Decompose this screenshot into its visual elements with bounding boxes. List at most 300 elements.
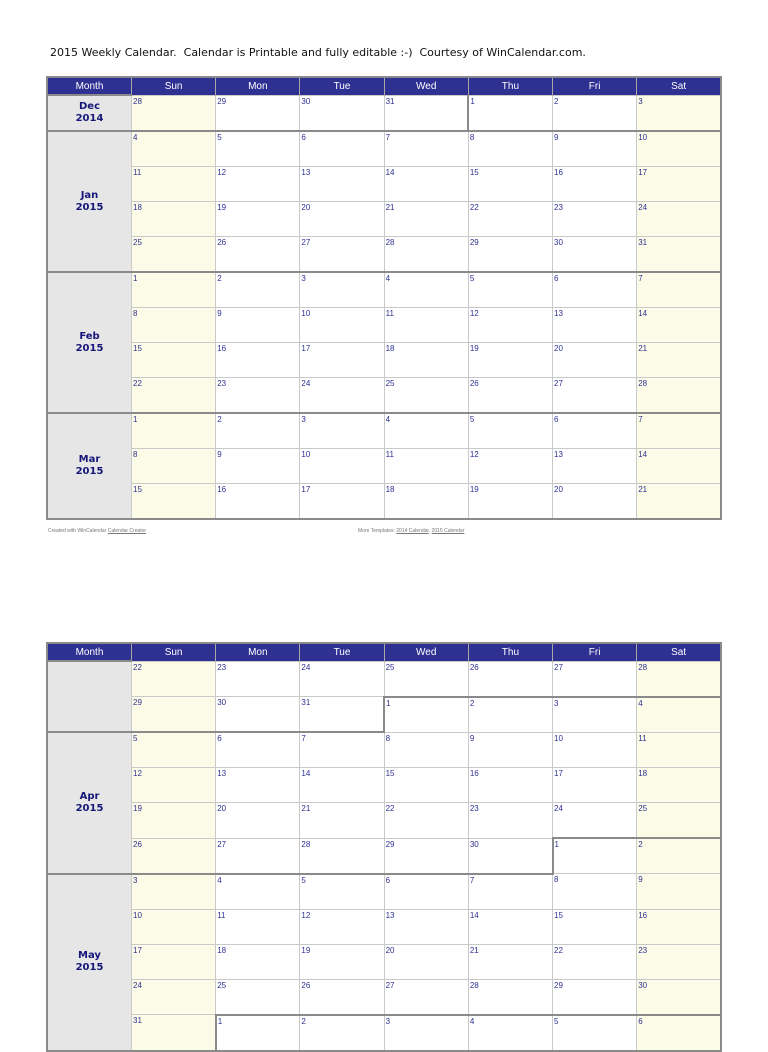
day-number: 11	[385, 450, 394, 459]
day-number: 11	[133, 168, 142, 177]
day-cell-thu[interactable]	[468, 378, 552, 414]
day-cell-sun[interactable]	[132, 732, 216, 768]
day-number: 7	[469, 875, 475, 885]
day-number: 25	[217, 980, 227, 990]
day-cell-tue[interactable]	[300, 167, 384, 202]
day-number: 25	[385, 662, 395, 672]
day-cell-sun[interactable]	[132, 838, 216, 874]
day-cell-sun[interactable]	[132, 909, 216, 944]
calendar-2015-link[interactable]: 2015 Calendar	[431, 528, 465, 534]
day-cell-thu[interactable]	[468, 131, 552, 167]
day-number: 6	[554, 415, 559, 424]
day-cell-thu[interactable]	[468, 838, 552, 874]
day-cell-thu[interactable]	[468, 202, 552, 237]
day-cell-fri[interactable]	[553, 343, 637, 378]
day-number: 15	[133, 344, 142, 353]
day-cell-tue[interactable]	[300, 1015, 384, 1051]
day-cell-mon[interactable]	[216, 874, 300, 910]
day-number: 4	[469, 1016, 475, 1026]
day-cell-thu[interactable]	[468, 1015, 552, 1051]
day-number: 16	[217, 344, 227, 353]
day-number: 10	[133, 910, 142, 920]
day-number: 9	[469, 733, 475, 743]
day-number: 2	[301, 1016, 306, 1026]
day-number: 15	[385, 769, 395, 778]
day-cell-sun[interactable]	[132, 167, 216, 202]
day-cell-sun[interactable]	[132, 449, 216, 484]
header-mon: Mon	[216, 77, 300, 95]
day-number: 18	[217, 945, 227, 955]
month-name: Feb	[79, 330, 100, 342]
day-number: 13	[217, 769, 227, 778]
day-number: 5	[133, 734, 138, 743]
day-number: 1	[133, 274, 138, 283]
day-cell-tue[interactable]	[300, 237, 384, 273]
day-number: 5	[554, 1016, 559, 1026]
day-cell-sat[interactable]	[637, 909, 721, 944]
day-cell-sat[interactable]	[637, 874, 721, 910]
day-cell-sat[interactable]	[637, 979, 721, 1015]
day-cell-tue[interactable]	[300, 909, 384, 944]
day-number: 2	[217, 415, 222, 424]
header-wed: Wed	[384, 77, 468, 95]
day-number: 17	[638, 168, 648, 177]
day-cell-wed[interactable]	[384, 449, 468, 484]
day-cell-wed[interactable]	[384, 838, 468, 874]
day-cell-fri[interactable]	[553, 803, 637, 839]
day-cell-sat[interactable]	[637, 661, 721, 697]
day-cell-wed[interactable]	[384, 202, 468, 237]
day-number: 2	[217, 274, 222, 283]
day-number: 12	[469, 450, 479, 459]
day-cell-sun[interactable]	[132, 697, 216, 733]
day-number: 7	[638, 415, 643, 424]
day-cell-sat[interactable]	[637, 167, 721, 202]
day-cell-fri[interactable]	[553, 413, 637, 449]
day-number: 17	[133, 945, 142, 955]
day-cell-wed[interactable]	[384, 768, 468, 803]
calendar-table-jan-mar	[46, 76, 722, 520]
day-cell-thu[interactable]	[468, 944, 552, 979]
day-cell-fri[interactable]	[553, 484, 637, 520]
day-cell-sat[interactable]	[637, 768, 721, 803]
day-cell-thu[interactable]	[468, 308, 552, 343]
day-cell-sat[interactable]	[637, 944, 721, 979]
day-cell-mon[interactable]	[216, 909, 300, 944]
week-row	[47, 308, 721, 343]
day-cell-mon[interactable]	[216, 732, 300, 768]
day-cell-wed[interactable]	[384, 413, 468, 449]
day-number: 19	[301, 945, 311, 955]
day-number: 28	[638, 662, 648, 672]
day-number: 6	[385, 875, 391, 885]
header-month: Month	[47, 77, 132, 95]
day-cell-wed[interactable]	[384, 131, 468, 167]
day-cell-sat[interactable]	[637, 413, 721, 449]
day-number: 28	[133, 96, 142, 106]
day-cell-mon[interactable]	[216, 1015, 300, 1051]
day-number: 10	[301, 450, 311, 459]
day-cell-fri[interactable]	[553, 378, 637, 414]
day-number: 27	[385, 980, 395, 990]
day-cell-wed[interactable]	[384, 803, 468, 839]
day-cell-sun[interactable]	[132, 378, 216, 414]
day-cell-mon[interactable]	[216, 343, 300, 378]
day-number: 20	[554, 485, 563, 494]
day-number: 27	[301, 238, 311, 247]
week-row	[47, 343, 721, 378]
month-year: 2015	[75, 342, 104, 354]
day-number: 12	[301, 910, 311, 920]
week-row	[47, 413, 721, 449]
day-number: 20	[217, 804, 227, 813]
day-cell-wed[interactable]	[384, 343, 468, 378]
day-number: 14	[638, 309, 648, 318]
day-cell-wed[interactable]	[384, 1015, 468, 1051]
day-number: 26	[469, 379, 479, 388]
day-number: 28	[385, 238, 395, 247]
day-number: 6	[217, 734, 222, 743]
day-cell-wed[interactable]	[384, 944, 468, 979]
day-cell-tue[interactable]	[300, 484, 384, 520]
day-cell-fri[interactable]	[553, 1015, 637, 1051]
day-number: 14	[469, 910, 479, 920]
day-number: 23	[554, 203, 563, 212]
day-cell-tue[interactable]	[300, 803, 384, 839]
day-number: 23	[469, 804, 479, 813]
day-cell-sun[interactable]	[132, 803, 216, 839]
day-cell-fri[interactable]	[553, 732, 637, 768]
day-number: 21	[469, 945, 479, 955]
header-sun: Sun	[132, 643, 216, 661]
day-cell-sat[interactable]	[637, 95, 721, 131]
day-cell-mon[interactable]	[216, 838, 300, 874]
day-cell-mon[interactable]	[216, 768, 300, 803]
day-number: 23	[217, 379, 227, 388]
day-cell-fri[interactable]	[553, 308, 637, 343]
day-cell-sat[interactable]	[637, 697, 721, 733]
day-cell-sun[interactable]	[132, 661, 216, 697]
day-cell-thu[interactable]	[468, 874, 552, 910]
month-year: 2014	[75, 113, 104, 124]
day-number: 12	[469, 309, 479, 318]
week-row	[47, 838, 721, 874]
month-name: Mar	[78, 454, 101, 465]
footer-more-templates	[358, 528, 464, 534]
day-cell-tue[interactable]	[300, 378, 384, 414]
day-number: 1	[554, 840, 559, 849]
day-cell-fri[interactable]	[553, 449, 637, 484]
day-cell-tue[interactable]	[300, 661, 384, 697]
day-cell-wed[interactable]	[384, 237, 468, 273]
day-cell-sun[interactable]	[132, 768, 216, 803]
footer-left-text: Created with WinCalendar	[48, 528, 108, 534]
day-cell-thu[interactable]	[468, 272, 552, 308]
day-cell-sun[interactable]	[132, 413, 216, 449]
day-number: 3	[385, 1016, 391, 1026]
month-name: Jan	[80, 189, 99, 201]
day-number: 5	[469, 274, 475, 283]
day-cell-sat[interactable]	[637, 272, 721, 308]
day-cell-fri[interactable]	[553, 95, 637, 131]
day-cell-mon[interactable]	[216, 202, 300, 237]
header-fri: Fri	[553, 643, 637, 661]
day-cell-wed[interactable]	[384, 95, 468, 131]
day-cell-wed[interactable]	[384, 661, 468, 697]
day-cell-fri[interactable]	[553, 909, 637, 944]
day-cell-tue[interactable]	[300, 343, 384, 378]
day-number: 31	[301, 698, 311, 707]
day-cell-sun[interactable]	[132, 944, 216, 979]
day-cell-fri[interactable]	[553, 697, 637, 733]
day-number: 24	[638, 203, 648, 212]
day-number: 13	[554, 309, 563, 318]
day-cell-thu[interactable]	[468, 697, 552, 733]
day-number: 17	[301, 485, 311, 494]
day-number: 3	[638, 96, 643, 106]
day-cell-mon[interactable]	[216, 413, 300, 449]
day-number: 19	[469, 344, 479, 353]
day-cell-tue[interactable]	[300, 697, 384, 733]
day-number: 8	[133, 309, 138, 318]
day-cell-sat[interactable]	[637, 803, 721, 839]
day-number: 30	[554, 238, 563, 247]
day-cell-sun[interactable]	[132, 343, 216, 378]
day-number: 18	[385, 485, 395, 494]
day-number: 29	[469, 238, 479, 247]
day-number: 3	[301, 415, 306, 424]
day-number: 26	[469, 662, 479, 672]
day-cell-fri[interactable]	[553, 272, 637, 308]
week-row	[47, 697, 721, 733]
day-number: 5	[469, 415, 475, 424]
day-number: 11	[217, 910, 226, 920]
day-cell-sun[interactable]	[132, 95, 216, 131]
day-number: 21	[385, 203, 395, 212]
day-cell-tue[interactable]	[300, 944, 384, 979]
day-cell-thu[interactable]	[468, 803, 552, 839]
day-number: 26	[217, 238, 227, 247]
day-cell-tue[interactable]	[300, 768, 384, 803]
day-cell-sat[interactable]	[637, 838, 721, 874]
day-number: 22	[469, 203, 479, 212]
footer-separator: ,	[428, 528, 432, 534]
day-cell-tue[interactable]	[300, 95, 384, 131]
calendar-creator-link[interactable]: Calendar Creator	[107, 528, 147, 534]
day-number: 17	[301, 344, 311, 353]
day-cell-wed[interactable]	[384, 167, 468, 202]
day-cell-sun[interactable]	[132, 484, 216, 520]
day-cell-thu[interactable]	[468, 768, 552, 803]
day-cell-sun[interactable]	[132, 1015, 216, 1051]
header-thu: Thu	[468, 643, 552, 661]
day-cell-sat[interactable]	[637, 202, 721, 237]
day-number: 6	[638, 1016, 643, 1026]
day-number: 9	[217, 450, 222, 459]
day-cell-mon[interactable]	[216, 378, 300, 414]
day-cell-thu[interactable]	[468, 979, 552, 1015]
day-cell-sun[interactable]	[132, 202, 216, 237]
day-cell-mon[interactable]	[216, 449, 300, 484]
day-cell-thu[interactable]	[468, 449, 552, 484]
day-cell-fri[interactable]	[553, 979, 637, 1015]
week-row	[47, 803, 721, 839]
day-cell-sat[interactable]	[637, 343, 721, 378]
day-cell-sat[interactable]	[637, 1015, 721, 1051]
day-number: 24	[301, 662, 311, 672]
day-cell-fri[interactable]	[553, 167, 637, 202]
day-cell-fri[interactable]	[553, 131, 637, 167]
day-number: 7	[301, 734, 306, 743]
day-cell-sat[interactable]	[637, 732, 721, 768]
day-number: 9	[554, 133, 559, 142]
day-cell-tue[interactable]	[300, 202, 384, 237]
day-cell-wed[interactable]	[384, 484, 468, 520]
day-cell-thu[interactable]	[468, 413, 552, 449]
day-cell-sat[interactable]	[637, 237, 721, 273]
day-cell-sat[interactable]	[637, 449, 721, 484]
calendar-2014-link[interactable]: 2014 Calendar	[396, 528, 429, 534]
day-number: 23	[638, 945, 648, 955]
week-row	[47, 378, 721, 414]
day-number: 21	[638, 485, 648, 494]
day-number: 20	[554, 344, 563, 353]
day-number: 8	[385, 733, 391, 743]
day-cell-sat[interactable]	[637, 484, 721, 520]
day-cell-mon[interactable]	[216, 167, 300, 202]
day-cell-mon[interactable]	[216, 979, 300, 1015]
day-number: 22	[385, 804, 395, 813]
day-number: 19	[217, 203, 227, 212]
day-cell-mon[interactable]	[216, 95, 300, 131]
day-cell-thu[interactable]	[468, 909, 552, 944]
day-number: 16	[638, 910, 648, 920]
day-cell-wed[interactable]	[384, 874, 468, 910]
header-month: Month	[47, 643, 132, 661]
day-cell-fri[interactable]	[553, 661, 637, 697]
week-row	[47, 979, 721, 1015]
day-number: 12	[217, 168, 227, 177]
day-cell-wed[interactable]	[384, 308, 468, 343]
day-cell-thu[interactable]	[468, 661, 552, 697]
day-cell-sat[interactable]	[637, 131, 721, 167]
day-number: 26	[301, 980, 311, 990]
month-label-cell	[47, 272, 132, 413]
day-cell-mon[interactable]	[216, 697, 300, 733]
day-cell-mon[interactable]	[216, 308, 300, 343]
week-row	[47, 874, 721, 910]
header-sat: Sat	[637, 643, 721, 661]
day-number: 1	[133, 415, 138, 424]
header-tue: Tue	[300, 77, 384, 95]
day-cell-fri[interactable]	[553, 874, 637, 910]
day-cell-tue[interactable]	[300, 732, 384, 768]
week-row	[47, 131, 721, 167]
week-row	[47, 1015, 721, 1051]
day-cell-fri[interactable]	[553, 202, 637, 237]
day-number: 7	[638, 274, 643, 283]
day-cell-tue[interactable]	[300, 979, 384, 1015]
day-cell-fri[interactable]	[553, 237, 637, 273]
day-cell-mon[interactable]	[216, 272, 300, 308]
day-cell-sun[interactable]	[132, 979, 216, 1015]
day-number: 28	[638, 379, 648, 388]
day-cell-tue[interactable]	[300, 131, 384, 167]
day-cell-tue[interactable]	[300, 449, 384, 484]
day-cell-mon[interactable]	[216, 484, 300, 520]
day-cell-wed[interactable]	[384, 979, 468, 1015]
week-row	[47, 909, 721, 944]
day-cell-tue[interactable]	[300, 272, 384, 308]
day-number: 6	[301, 133, 306, 142]
day-number: 29	[217, 96, 227, 106]
day-cell-wed[interactable]	[384, 272, 468, 308]
day-cell-mon[interactable]	[216, 131, 300, 167]
day-cell-thu[interactable]	[468, 484, 552, 520]
day-number: 24	[133, 980, 142, 990]
day-number: 2	[638, 840, 643, 849]
day-cell-mon[interactable]	[216, 237, 300, 273]
month-year: 2015	[75, 201, 104, 213]
day-cell-sat[interactable]	[637, 378, 721, 414]
day-cell-tue[interactable]	[300, 413, 384, 449]
day-number: 8	[554, 875, 559, 884]
day-cell-thu[interactable]	[468, 95, 552, 131]
week-row	[47, 484, 721, 520]
day-cell-thu[interactable]	[468, 732, 552, 768]
week-row	[47, 272, 721, 308]
day-cell-thu[interactable]	[468, 237, 552, 273]
day-cell-sun[interactable]	[132, 308, 216, 343]
day-number: 31	[638, 238, 648, 247]
day-cell-tue[interactable]	[300, 874, 384, 910]
day-cell-fri[interactable]	[553, 838, 637, 874]
day-cell-wed[interactable]	[384, 732, 468, 768]
footer-created-with	[48, 528, 146, 534]
day-cell-thu[interactable]	[468, 343, 552, 378]
day-cell-sun[interactable]	[132, 237, 216, 273]
day-number: 30	[217, 698, 227, 707]
month-label-cell	[47, 732, 132, 874]
day-cell-sun[interactable]	[132, 874, 216, 910]
day-cell-mon[interactable]	[216, 944, 300, 979]
day-number: 27	[554, 379, 563, 388]
day-cell-wed[interactable]	[384, 909, 468, 944]
day-cell-mon[interactable]	[216, 661, 300, 697]
header-tue: Tue	[300, 643, 384, 661]
day-number: 14	[385, 168, 395, 177]
day-cell-wed[interactable]	[384, 378, 468, 414]
day-number: 2	[554, 96, 559, 106]
day-number: 22	[554, 945, 563, 955]
day-number: 10	[554, 733, 563, 743]
month-name: Dec	[78, 101, 100, 112]
day-cell-thu[interactable]	[468, 167, 552, 202]
day-cell-tue[interactable]	[300, 838, 384, 874]
day-cell-fri[interactable]	[553, 768, 637, 803]
day-cell-sun[interactable]	[132, 131, 216, 167]
day-cell-tue[interactable]	[300, 308, 384, 343]
day-number: 26	[133, 839, 142, 849]
day-number: 27	[217, 839, 227, 849]
day-cell-sun[interactable]	[132, 272, 216, 308]
day-cell-wed[interactable]	[384, 697, 468, 733]
day-number: 1	[386, 698, 391, 708]
day-cell-sat[interactable]	[637, 308, 721, 343]
day-cell-fri[interactable]	[553, 944, 637, 979]
day-cell-mon[interactable]	[216, 803, 300, 839]
day-number: 15	[133, 485, 142, 494]
